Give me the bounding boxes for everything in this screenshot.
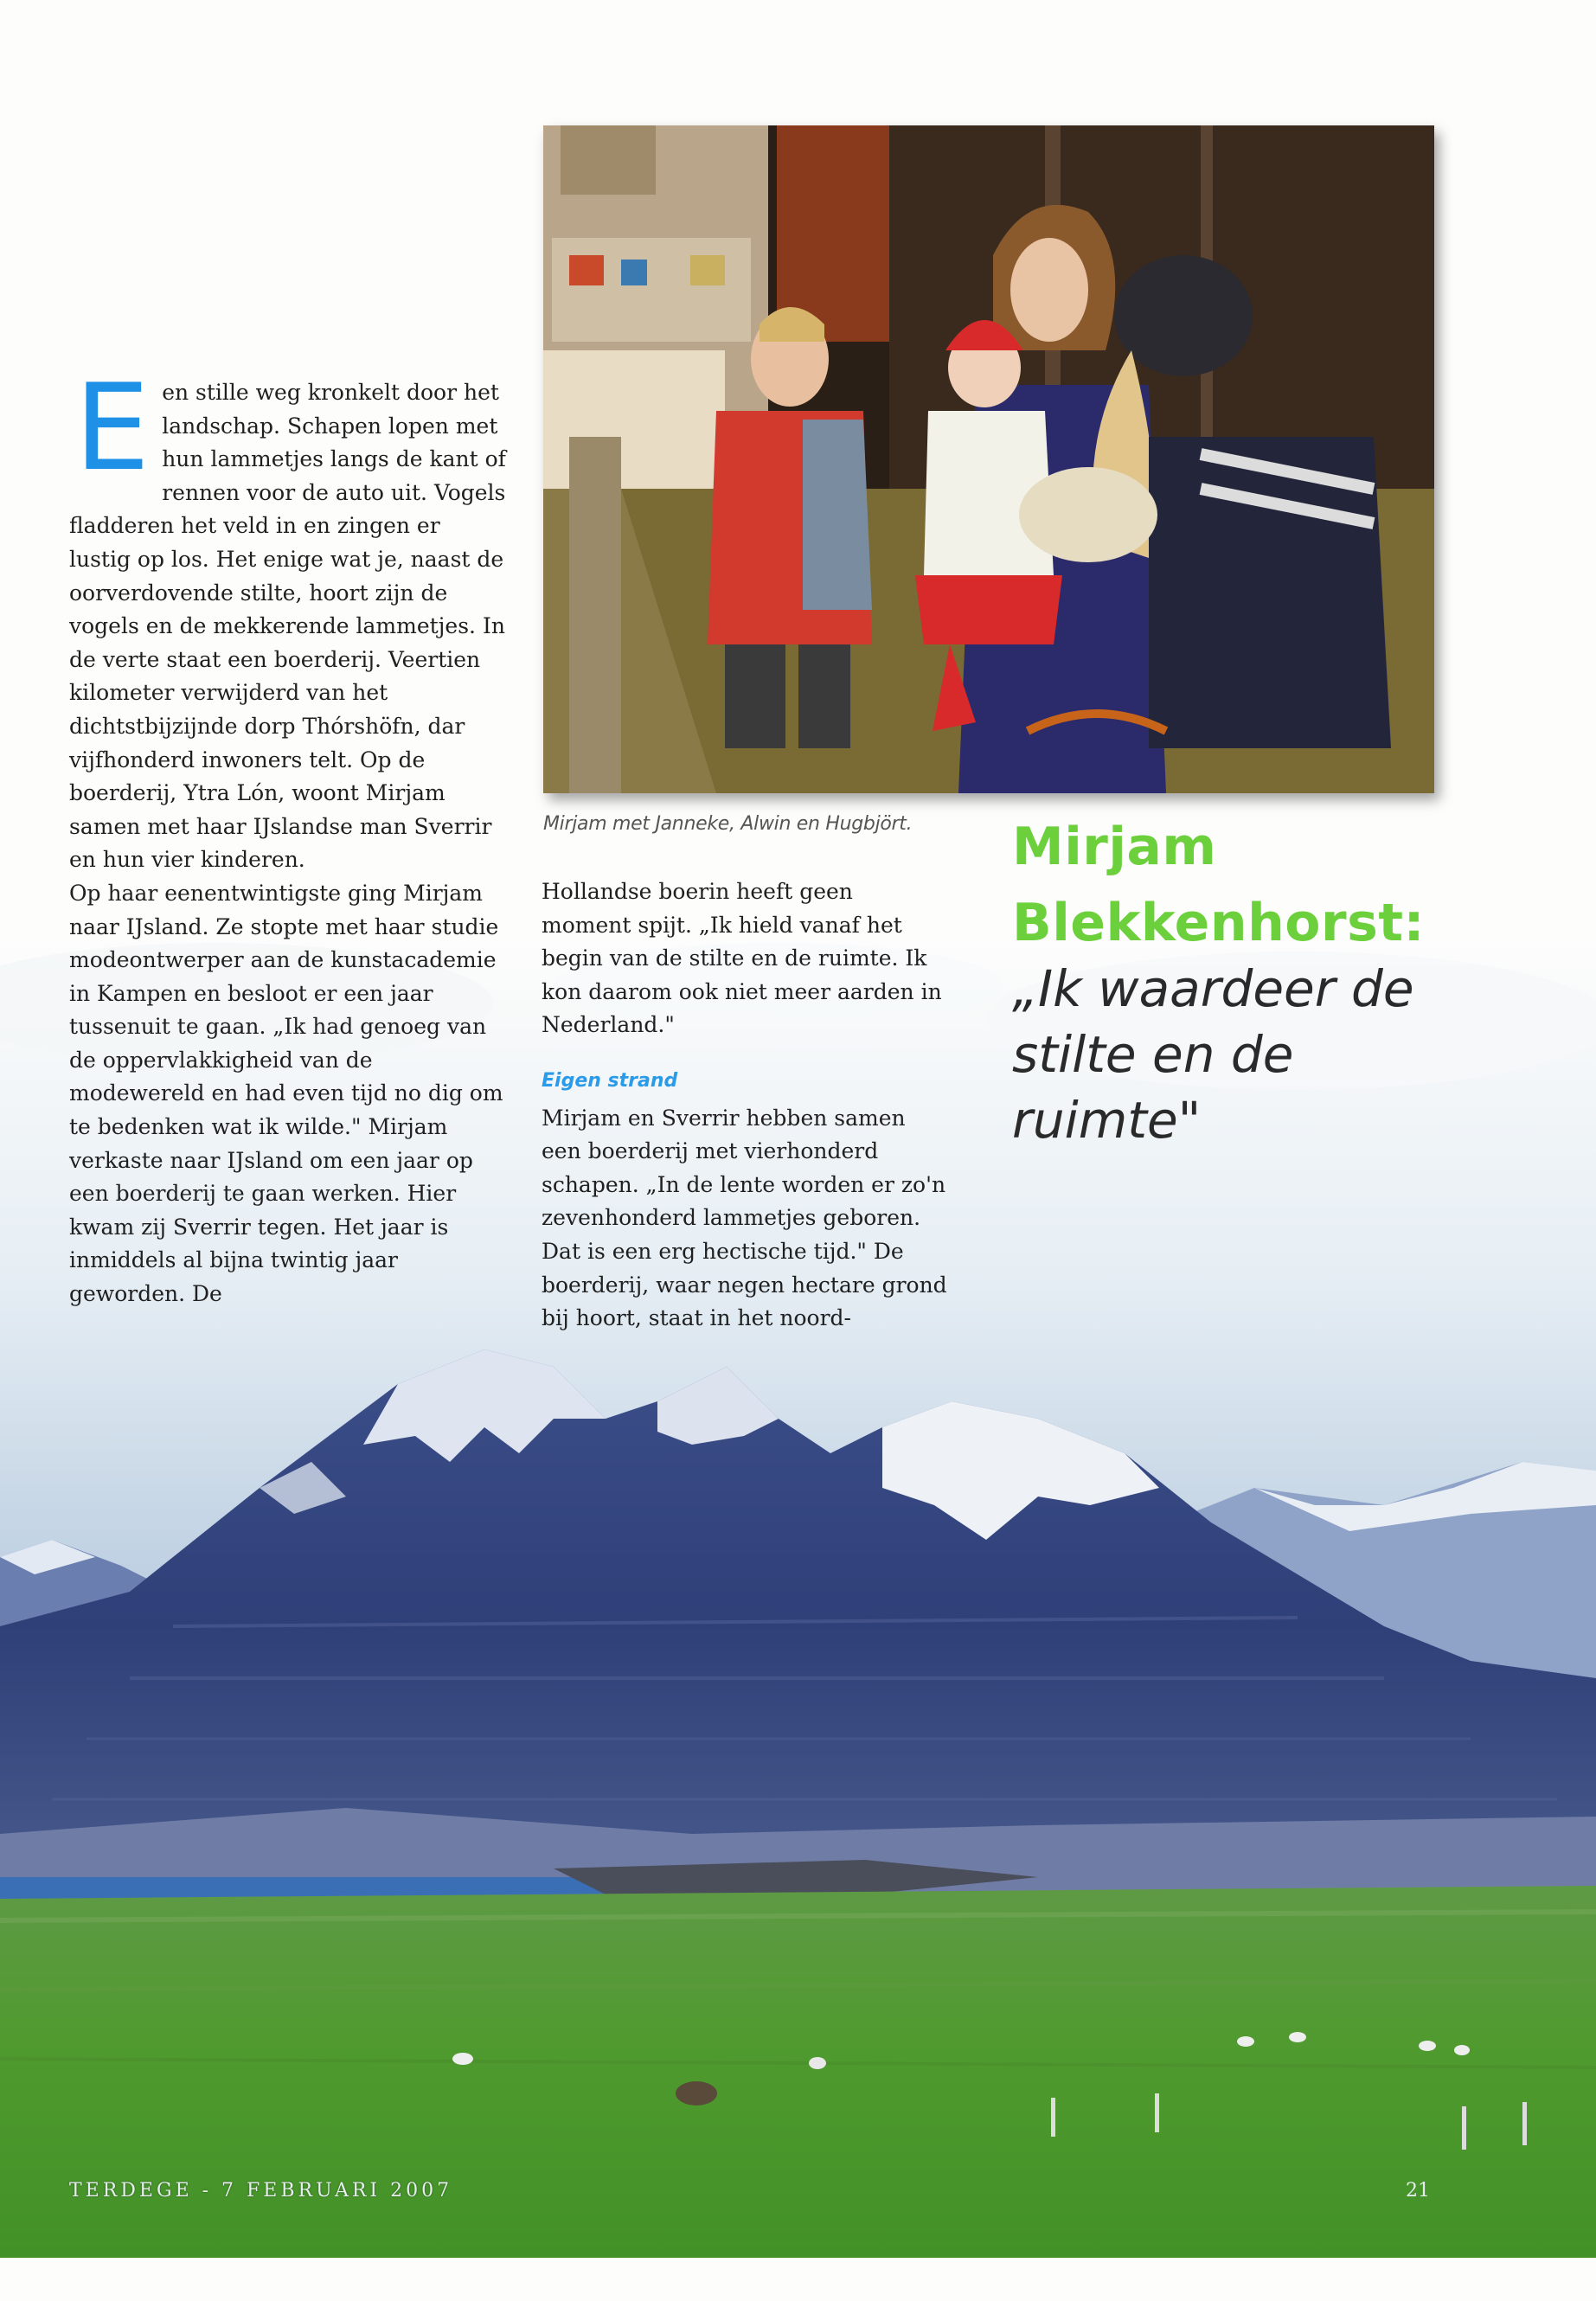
bottom-margin (0, 2258, 1596, 2301)
paragraph-3: Hollandse boerin heeft geen moment spijt. „Ik hield vanaf het begin van de stilte en de ruimte. Ik kon daarom ook niet meer aarden in Nederland." (542, 879, 942, 1038)
paragraph-2: Op haar eenentwintigste ging Mirjam naar IJsland. Ze stopte met haar studie modeontwerper aan de kunstacademie in Kampen en besloot er een jaar tussenuit te gaan. „Ik had genoeg van de oppervlakkigheid van de modewereld en had even tijd no dig om te bedenken wat ik wilde." Mirjam verkaste naar IJsland om een jaar op een boerderij te gaan werken. Hier kwam zij Sverrir tegen. Het jaar is inmiddels al bijna twintig jaar geworden. De (69, 880, 503, 1307)
article-title (1012, 809, 1425, 961)
footer-publication: TERDEGE - 7 FEBRUARI 2007 (69, 2180, 453, 2202)
intro-paragraph (69, 358, 506, 877)
article-column-2 (542, 875, 948, 1336)
dropcap: E (74, 358, 151, 497)
paragraph-4: Mirjam en Sverrir hebben samen een boerderij met vierhonderd schapen. „In de lente worden er zo'n zevenhonderd lammetjes geboren. Dat is een erg hectische tijd." De boerderij, waar negen hectare grond bij hoort, staat in het noord- (542, 1105, 947, 1331)
title-first-name: Mirjam (1012, 817, 1217, 877)
page-number: 21 (1406, 2180, 1430, 2202)
photo-caption: Mirjam met Janneke, Alwin en Hugbjört. (543, 813, 913, 835)
pull-quote: „Ik waardeer de stilte en de ruimte" (1012, 959, 1414, 1150)
family-photo (543, 125, 1434, 793)
intro-text: en stille weg kronkelt door het landschap. Schapen lopen met hun lammetjes langs de kant of rennen voor de auto uit. Vogels fladderen het veld in en zingen er lustig op los. Het enige wat je, naast de oorverdovende stilte, hoort zijn de vogels en de mekkerende lammetjes. In de verte staat een boerderij. Veertien kilometer verwijderd van het dichtstbijzijnde dorp Thórshöfn, dar vijfhonderd inwoners telt. Op de boerderij, Ytra Lón, woont Mirjam samen met haar IJslandse man Sverrir en hun vier kinderen. (69, 380, 506, 873)
title-last-name: Blekkenhorst: (1012, 893, 1426, 953)
article-column-1 (69, 358, 506, 1311)
subheading: Eigen strand (542, 1069, 678, 1092)
